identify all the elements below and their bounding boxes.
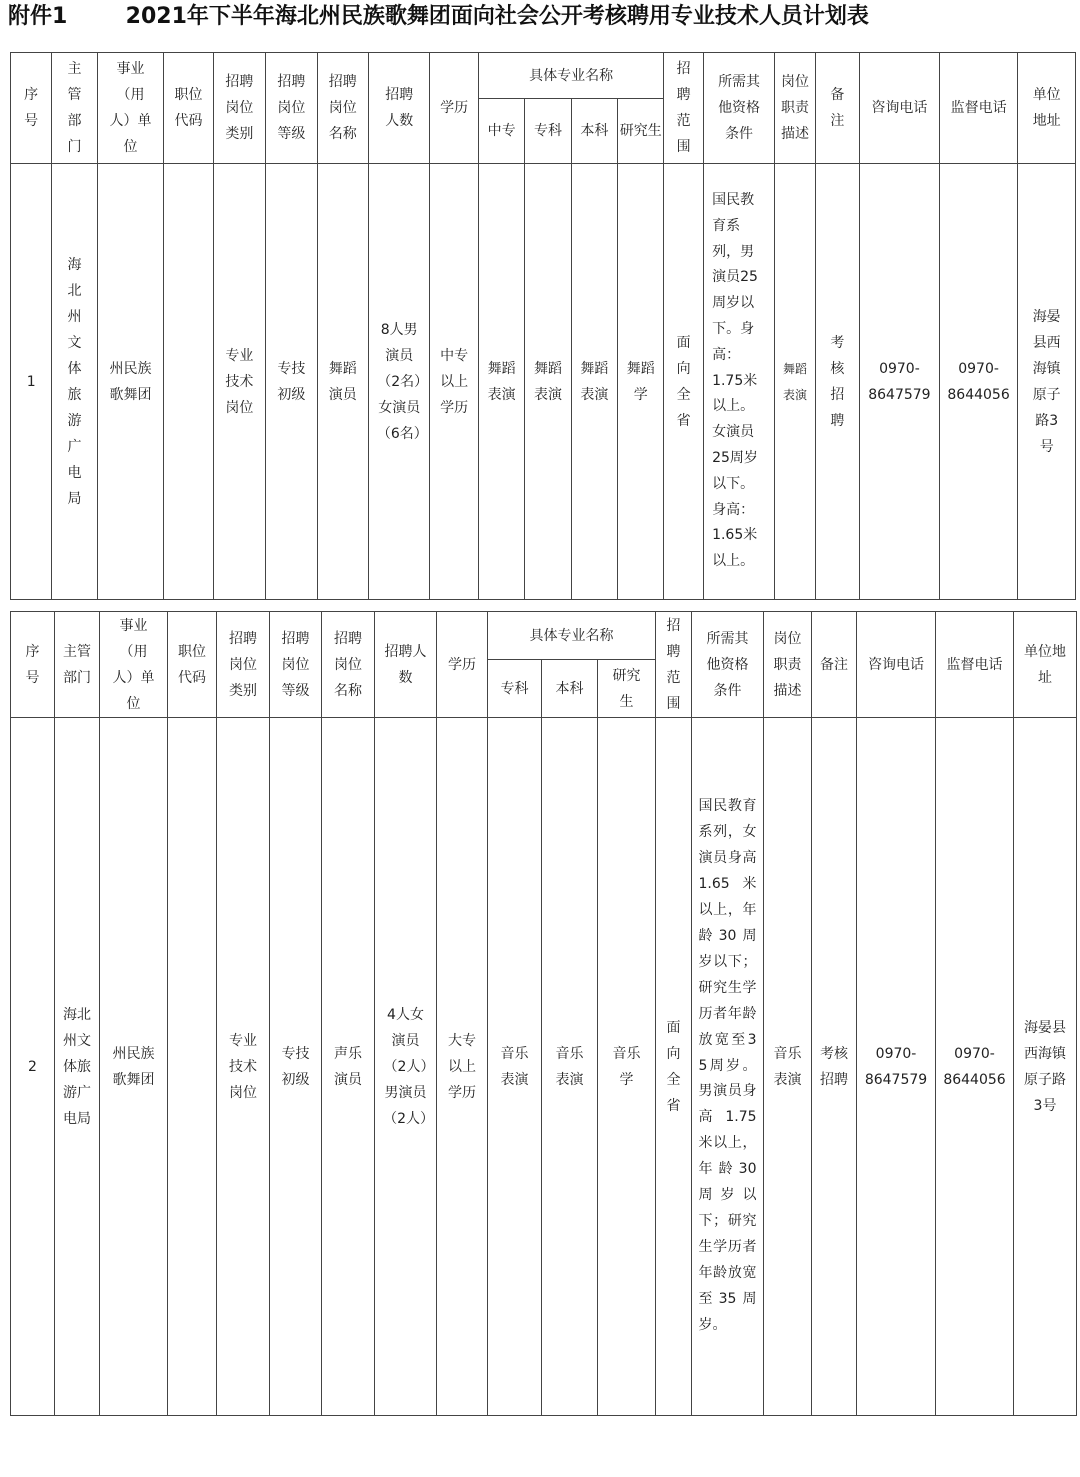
cell-major-yjs: 舞蹈学 bbox=[618, 164, 664, 600]
header-major-zk: 专科 bbox=[488, 660, 542, 718]
recruitment-table-vocal bbox=[10, 611, 1077, 1416]
header-address: 单位地址 bbox=[1014, 612, 1077, 718]
header-scope: 招聘范围 bbox=[656, 612, 692, 718]
recruitment-table-dance bbox=[10, 52, 1076, 600]
header-phone: 咨询电话 bbox=[860, 53, 940, 164]
header-category: 招聘岗位类别 bbox=[217, 612, 270, 718]
header-other-req: 所需其他资格条件 bbox=[703, 53, 775, 164]
header-count: 招聘人数 bbox=[368, 53, 430, 164]
header-dept: 主管部门 bbox=[55, 612, 100, 718]
header-edu: 学历 bbox=[437, 612, 488, 718]
cell-edu: 大专以上学历 bbox=[437, 718, 488, 1416]
cell-level: 专技初级 bbox=[270, 718, 322, 1416]
header-category: 招聘岗位类别 bbox=[213, 53, 265, 164]
cell-major-zk: 舞蹈表演 bbox=[525, 164, 571, 600]
cell-scope: 面向全省 bbox=[664, 164, 703, 600]
header-code: 职位代码 bbox=[164, 53, 213, 164]
header-major-zz: 中专 bbox=[478, 99, 524, 164]
header-supervise: 监督电话 bbox=[936, 612, 1014, 718]
header-count: 招聘人数 bbox=[375, 612, 437, 718]
header-major-yjs: 研究生 bbox=[598, 660, 656, 718]
header-position: 招聘岗位名称 bbox=[322, 612, 375, 718]
cell-count: 4人女演员（2人）男演员（2人） bbox=[375, 718, 437, 1416]
cell-seq: 1 bbox=[11, 164, 52, 600]
header-major-group: 具体专业名称 bbox=[478, 53, 664, 99]
cell-edu: 中专以上学历 bbox=[430, 164, 478, 600]
table-row bbox=[11, 164, 1076, 600]
header-duty: 岗位职责描述 bbox=[775, 53, 815, 164]
header-edu: 学历 bbox=[430, 53, 478, 164]
cell-other-req: 国民教育系列，女演员身高1.65米以上，年龄30周岁以下；研究生学历者年龄放宽至35周岁。男演员身高1.75米以上，年龄30周岁以下；研究生学历者年龄放宽至35周岁。 bbox=[692, 718, 764, 1416]
header-level: 招聘岗位等级 bbox=[266, 53, 317, 164]
header-supervise: 监督电话 bbox=[939, 53, 1018, 164]
cell-category: 专业技术岗位 bbox=[213, 164, 265, 600]
cell-supervise: 0970-8644056 bbox=[936, 718, 1014, 1416]
cell-note: 考核招聘 bbox=[812, 718, 857, 1416]
cell-dept: 海北州文体旅游广电局 bbox=[52, 164, 97, 600]
header-seq: 序号 bbox=[11, 53, 52, 164]
header-major-bk: 本科 bbox=[571, 99, 617, 164]
cell-duty: 音乐表演 bbox=[764, 718, 812, 1416]
cell-address: 海晏县西海镇原子路3号 bbox=[1014, 718, 1077, 1416]
header-phone: 咨询电话 bbox=[857, 612, 936, 718]
page-title bbox=[8, 0, 1072, 34]
header-unit: 事业（用人）单位 bbox=[97, 53, 164, 164]
header-dept: 主管部门 bbox=[52, 53, 97, 164]
attachment-label: 附件1 bbox=[8, 4, 68, 29]
cell-category: 专业技术岗位 bbox=[217, 718, 270, 1416]
cell-other-req: 国民教育系列，男演员25周岁以下。身高：1.75米以上。女演员25周岁以下。身高：1.65米以上。 bbox=[703, 164, 775, 600]
cell-unit: 州民族歌舞团 bbox=[100, 718, 168, 1416]
cell-code bbox=[168, 718, 217, 1416]
cell-major-yjs: 音乐学 bbox=[598, 718, 656, 1416]
header-other-req: 所需其他资格条件 bbox=[692, 612, 764, 718]
header-note: 备注 bbox=[815, 53, 859, 164]
cell-supervise: 0970-8644056 bbox=[939, 164, 1018, 600]
cell-major-zz: 舞蹈表演 bbox=[478, 164, 524, 600]
cell-position: 声乐演员 bbox=[322, 718, 375, 1416]
cell-phone: 0970-8647579 bbox=[860, 164, 940, 600]
header-position: 招聘岗位名称 bbox=[317, 53, 368, 164]
cell-duty: 舞蹈表演 bbox=[775, 164, 815, 600]
cell-count: 8人男演员（2名）女演员（6名） bbox=[368, 164, 430, 600]
cell-dept: 海北州文体旅游广电局 bbox=[55, 718, 100, 1416]
cell-major-bk: 舞蹈表演 bbox=[571, 164, 617, 600]
cell-major-bk: 音乐表演 bbox=[542, 718, 598, 1416]
header-major-bk: 本科 bbox=[542, 660, 598, 718]
cell-seq: 2 bbox=[11, 718, 55, 1416]
cell-major-zk: 音乐表演 bbox=[488, 718, 542, 1416]
header-scope: 招聘范围 bbox=[664, 53, 703, 164]
cell-level: 专技初级 bbox=[266, 164, 317, 600]
cell-note: 考核招聘 bbox=[815, 164, 859, 600]
document-title: 2021年下半年海北州民族歌舞团面向社会公开考核聘用专业技术人员计划表 bbox=[125, 4, 869, 29]
header-unit: 事业（用人）单位 bbox=[100, 612, 168, 718]
header-major-yjs: 研究生 bbox=[618, 99, 664, 164]
header-note: 备注 bbox=[812, 612, 857, 718]
header-level: 招聘岗位等级 bbox=[270, 612, 322, 718]
cell-unit: 州民族歌舞团 bbox=[97, 164, 164, 600]
header-duty: 岗位职责描述 bbox=[764, 612, 812, 718]
header-major-group: 具体专业名称 bbox=[488, 612, 656, 660]
cell-code bbox=[164, 164, 213, 600]
header-code: 职位代码 bbox=[168, 612, 217, 718]
cell-phone: 0970-8647579 bbox=[857, 718, 936, 1416]
header-seq: 序号 bbox=[11, 612, 55, 718]
cell-position: 舞蹈演员 bbox=[317, 164, 368, 600]
header-major-zk: 专科 bbox=[525, 99, 571, 164]
cell-address: 海晏县西海镇原子路3号 bbox=[1018, 164, 1076, 600]
table-row bbox=[11, 718, 1077, 1416]
cell-scope: 面向全省 bbox=[656, 718, 692, 1416]
header-address: 单位地址 bbox=[1018, 53, 1076, 164]
